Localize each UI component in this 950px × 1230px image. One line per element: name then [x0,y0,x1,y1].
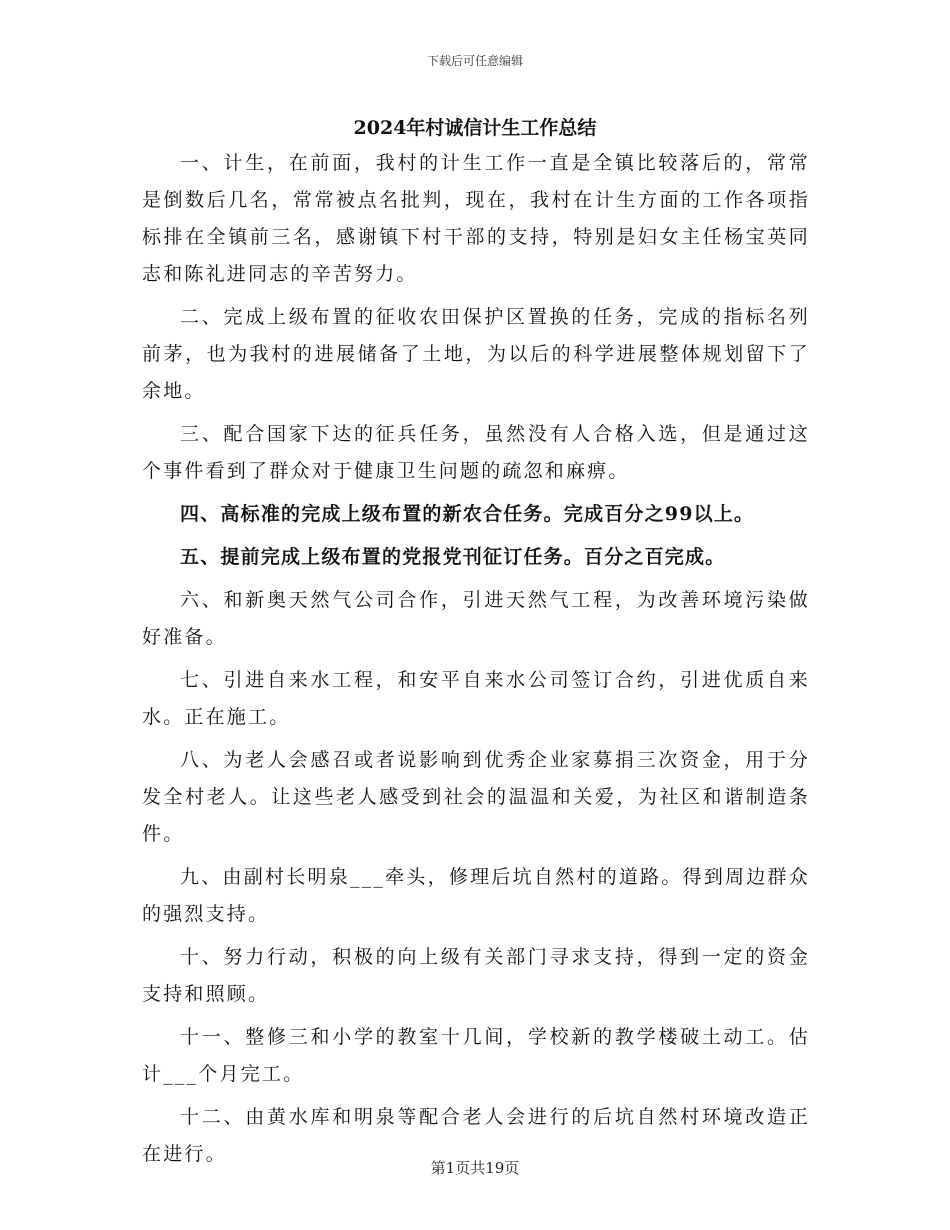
document-body [142,145,810,1179]
page-number-footer: 第1页共19页 [430,1159,520,1177]
paragraph-7: 七、引进自来水工程，和安平自来水公司签订合约，引进优质自来水。正在施工。 [142,669,810,728]
paragraph-3: 三、配合国家下达的征兵任务，虽然没有人合格入选，但是通过这个事件看到了群众对于健康卫生问题的疏忽和麻痹。 [142,423,810,482]
paragraph-8: 八、为老人会感召或者说影响到优秀企业家募捐三次资金，用于分发全村老人。让这些老人感受到社会的温温和关爱，为社区和谐制造条件。 [142,749,810,845]
paragraph-12: 十二、由黄水库和明泉等配合老人会进行的后坑自然村环境改造正在进行。 [142,1106,810,1165]
paragraph-2: 二、完成上级布置的征收农田保护区置换的任务，完成的指标名列前茅，也为我村的进展储备了土地，为以后的科学进展整体规划留下了余地。 [142,306,810,402]
paragraph-1: 一、计生，在前面，我村的计生工作一直是全镇比较落后的，常常是倒数后几名，常常被点名批判，现在，我村在计生方面的工作各项指标排在全镇前三名，感谢镇下村干部的支持，特别是妇女主任杨宝英同志和陈礼进同志的辛苦努力。 [142,152,810,285]
paragraph-9: 九、由副村长明泉___牵头，修理后坑自然村的道路。得到周边群众的强烈支持。 [142,866,810,925]
paragraph-4: 四、高标准的完成上级布置的新农合任务。完成百分之99以上。 [180,503,755,525]
paragraph-11: 十一、整修三和小学的教室十几间，学校新的教学楼破土动工。估计___个月完工。 [142,1026,810,1085]
document-title: 2024年村诚信计生工作总结 [353,117,597,139]
header-note: 下载后可任意编辑 [426,54,523,68]
paragraph-5: 五、提前完成上级布置的党报党刊征订任务。百分之百完成。 [180,546,726,568]
paragraph-10: 十、努力行动，积极的向上级有关部门寻求支持，得到一定的资金支持和照顾。 [142,946,810,1005]
paragraph-6: 六、和新奥天然气公司合作，引进天然气工程，为改善环境污染做好准备。 [142,589,810,648]
